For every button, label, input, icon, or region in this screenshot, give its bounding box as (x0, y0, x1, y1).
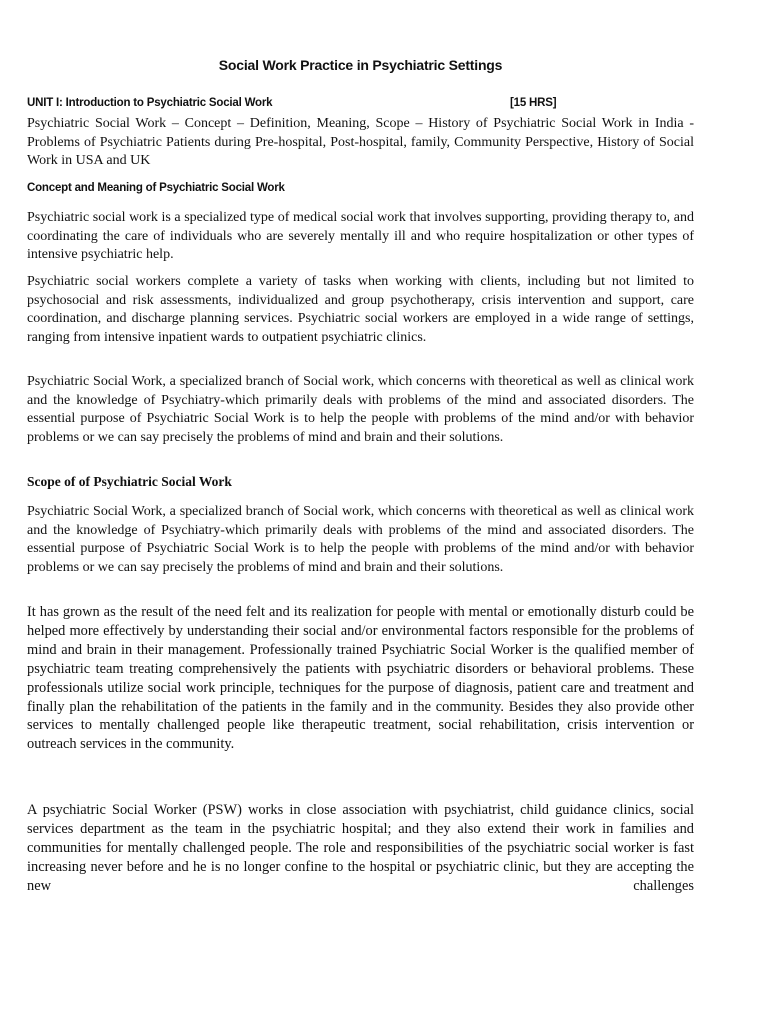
concept-paragraph-1: Psychiatric social work is a specialized type of medical social work that involves supporting, providing therapy to, and coordinating the care of individuals who are severely mentally ill and who require hospitalization or other types of intensive psychiatric help. (27, 210, 694, 263)
scope-paragraph-3: A psychiatric Social Worker (PSW) works in close association with psychiatrist, child guidance clinics, social services department as the team in the psychiatric hospital; and they also extend their work in families and communities for mentally challenged people. The role and responsibilities of the psychiatric social worker is fast increasing never before and he is no longer confine to the hospital or psychiatric clinic, but they are accepting the new challenges (27, 802, 694, 894)
unit-hours: [15 HRS] (510, 97, 557, 109)
document-title: Social Work Practice in Psychiatric Settings (218, 57, 503, 73)
scope-paragraph-1: Psychiatric Social Work, a specialized branch of Social work, which concerns with theoretical as well as clinical work and the knowledge of Psychiatry-which primarily deals with problems of the mind and associated disorders. The essential purpose of Psychiatric Social Work is to help the people with problems of the mind and/or with behavior problems or we can say precisely the problems of mind and brain and their solutions. (27, 504, 694, 575)
unit-syllabus: Psychiatric Social Work – Concept – Definition, Meaning, Scope – History of Psychiatric Social Work in India - Problems of Psychiatric Patients during Pre-hospital, Post-hospital, family, Community Perspective, History of Social Work in USA and UK (27, 116, 694, 169)
scope-paragraph-2: It has grown as the result of the need felt and its realization for people with mental or emotionally disturb could be helped more effectively by understanding their social and/or environmental factors responsible for the problems of mind and brain in their management. Professionally trained Psychiatric Social Worker is the qualified member of psychiatric team treating comprehensively the patients with psychiatric disorders or behavioral problems. These professionals utilize social work principle, techniques for the purpose of diagnosis, patient care and treatment and finally plan the rehabilitation of the patients in the family and in the community. Besides they also provide other services to mentally challenged people like therapeutic treatment, social rehabilitation, crisis intervention or outreach services in the community. (27, 604, 694, 753)
concept-heading: Concept and Meaning of Psychiatric Social Work (27, 182, 285, 194)
unit-heading: UNIT I: Introduction to Psychiatric Social Work (27, 97, 273, 109)
concept-paragraph-3: Psychiatric Social Work, a specialized branch of Social work, which concerns with theoretical as well as clinical work and the knowledge of Psychiatry-which primarily deals with problems of the mind and associated disorders. The essential purpose of Psychiatric Social Work is to help the people with problems of the mind and/or with behavior problems or we can say precisely the problems of mind and brain and their solutions. (27, 374, 694, 445)
scope-heading: Scope of of Psychiatric Social Work (27, 474, 232, 489)
unit-heading-line (27, 97, 694, 109)
concept-paragraph-2: Psychiatric social workers complete a variety of tasks when working with clients, including but not limited to psychosocial and risk assessments, individualized and group psychotherapy, crisis intervention and support, care coordination, and discharge planning services. Psychiatric social workers are employed in a wide range of settings, ranging from intensive inpatient wards to outpatient psychiatric clinics. (27, 274, 694, 345)
